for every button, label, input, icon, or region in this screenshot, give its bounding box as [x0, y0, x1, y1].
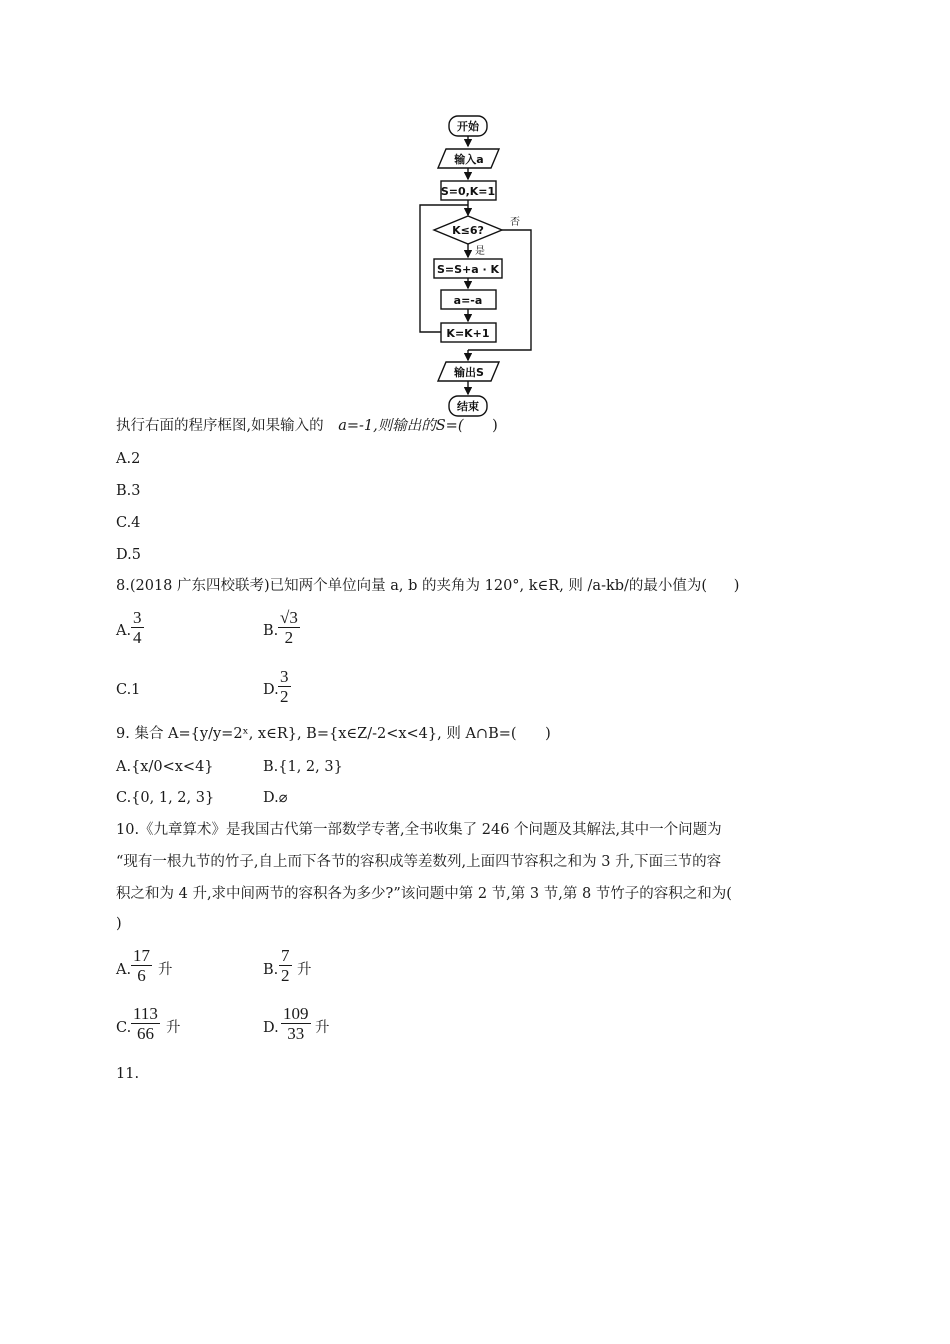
q10-option-d-fraction: [281, 1004, 311, 1043]
flow-output-text: 输出S: [454, 366, 484, 379]
flowchart: [0, 0, 950, 430]
q10-option-b-unit: 升: [297, 962, 312, 978]
q8-option-a-label: A.: [116, 623, 132, 639]
q9-stem: [116, 725, 551, 743]
q7-stem-d: ): [492, 418, 498, 434]
q10-a-numerator: 17: [133, 946, 150, 965]
q9-stem-close: ): [545, 726, 551, 742]
q10-option-b-fraction: [279, 946, 292, 985]
flow-yes-label: 是: [475, 246, 485, 257]
q10-option-d-unit: 升: [315, 1020, 330, 1036]
q10-d-numerator: 109: [283, 1004, 309, 1023]
q10-line-2: “现有一根九节的竹子,自上而下各节的容积成等差数列,上面四节容积之和为 3 升,下面三节的容: [116, 854, 722, 870]
q10-b-numerator: 7: [281, 946, 290, 965]
q10-option-a-unit: 升: [158, 962, 173, 978]
flow-init-text: S=0,K=1: [440, 185, 496, 198]
q10-option-c-label: C.: [116, 1020, 132, 1036]
q10-d-denominator: 33: [287, 1024, 305, 1043]
q7-option-c: C.4: [116, 515, 141, 531]
q8-stem-text: 8.(2018 广东四校联考)已知两个单位向量 a, b 的夹角为 120°, k∈R, 则 /a-kb/的最小值为(: [116, 578, 708, 594]
flow-end-text: 结束: [457, 400, 479, 413]
q7-stem-b: a=-1,则输出的: [338, 418, 436, 434]
q7-option-d: D.5: [116, 547, 141, 563]
q10-line-4: ): [116, 916, 122, 932]
q7-stem-c: S=(: [435, 418, 464, 434]
q8-b-denominator: 2: [284, 628, 294, 647]
q8-option-a-fraction: [131, 608, 144, 647]
flow-step2-text: a=-a: [453, 294, 483, 307]
q7-stem: [116, 417, 498, 435]
q8-a-denominator: 4: [133, 628, 142, 647]
q8-a-numerator: 3: [133, 608, 142, 627]
q10-line-1: 10.《九章算术》是我国古代第一部数学专著,全书收集了 246 个问题及其解法,其中一个问题为: [116, 822, 722, 838]
flow-step3-text: K=K+1: [446, 327, 490, 340]
q8-b-numerator: √3: [280, 608, 298, 627]
q10-a-denominator: 6: [137, 966, 146, 985]
q10-c-numerator: 113: [133, 1004, 158, 1023]
q9-option-c: C.{0, 1, 2, 3}: [116, 790, 215, 806]
q8-d-numerator: 3: [280, 667, 289, 686]
q8-option-d-label: D.: [263, 682, 279, 698]
q7-stem-a: 执行右面的程序框图,如果输入的: [116, 418, 324, 434]
q8-d-denominator: 2: [280, 687, 289, 706]
q8-option-c: C.1: [116, 682, 141, 698]
q9-option-a: A.{x/0<x<4}: [116, 759, 214, 775]
q8-option-d-fraction: [278, 667, 291, 706]
q10-option-c-fraction: [131, 1004, 160, 1043]
q8-stem-close: ): [733, 578, 740, 594]
q7-option-a: A.2: [116, 451, 141, 467]
flow-start-text: 开始: [457, 120, 479, 133]
q10-option-a-fraction: [131, 946, 152, 985]
q8-option-b-fraction: [278, 608, 300, 647]
q10-line-3: 积之和为 4 升,求中间两节的容积各为多少?”该问题中第 2 节,第 3 节,第 8 节竹子的容积之和为(: [116, 886, 732, 902]
q9-option-b: B.{1, 2, 3}: [263, 759, 343, 775]
q10-option-b-label: B.: [263, 962, 279, 978]
flow-step1-text: S=S+a · K: [436, 263, 500, 276]
q10-option-d-label: D.: [263, 1020, 279, 1036]
flow-no-label: 否: [510, 217, 520, 228]
q9-stem-text: 9. 集合 A={y/y=2ˣ, x∈R}, B={x∈Z/-2<x<4}, 则 A∩B=(: [116, 726, 517, 742]
q7-option-b: B.3: [116, 483, 141, 499]
q8-stem: [116, 577, 739, 595]
flow-condition-text: K≤6?: [452, 224, 484, 237]
q8-option-b-label: B.: [263, 623, 279, 639]
q9-option-d: D.⌀: [263, 790, 288, 806]
q10-c-denominator: 66: [136, 1024, 154, 1043]
flow-input-text: 输入a: [454, 153, 484, 166]
q10-b-denominator: 2: [281, 966, 290, 985]
q11-label: 11.: [116, 1066, 140, 1082]
q10-option-c-unit: 升: [166, 1020, 181, 1036]
q10-option-a-label: A.: [116, 962, 132, 978]
